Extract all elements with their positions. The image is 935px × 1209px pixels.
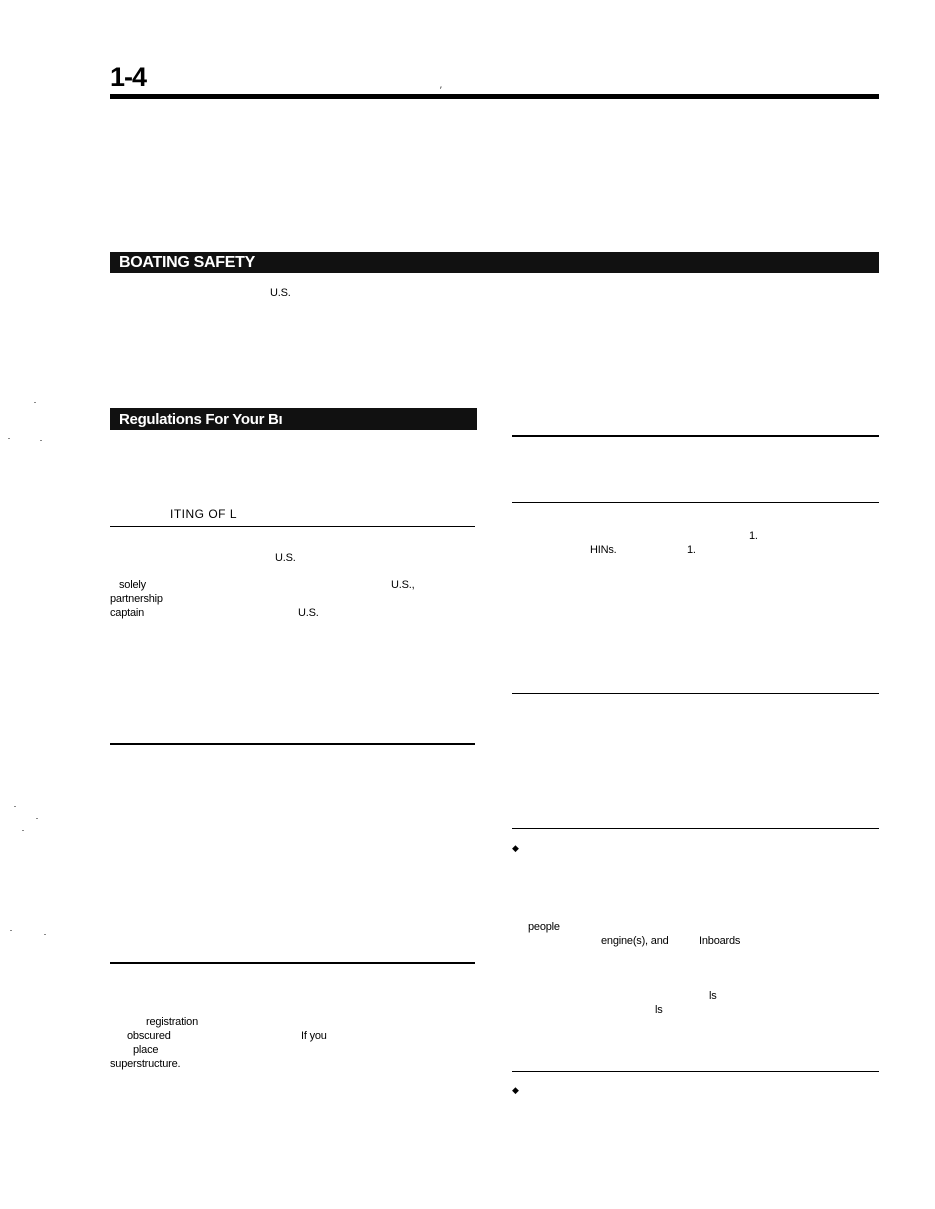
left-rule-1	[110, 526, 475, 527]
number-1b: 1.	[687, 544, 696, 556]
right-rule-5	[512, 1071, 879, 1072]
right-rule-2	[512, 502, 879, 503]
scan-speck	[44, 934, 46, 935]
regulations-title: Regulations For Your Bı	[119, 411, 283, 428]
captain-text: captain	[110, 607, 145, 619]
left-rule-2	[110, 743, 475, 745]
obscured-text: obscured	[127, 1030, 171, 1042]
scan-speck	[22, 830, 24, 831]
scan-speck	[40, 440, 42, 441]
right-rule-1	[512, 435, 879, 437]
superstructure-text: superstructure.	[110, 1058, 181, 1070]
registration-text: registration	[146, 1016, 199, 1028]
partnership-text: partnership	[110, 593, 163, 605]
engines-text: engine(s), and	[601, 935, 669, 947]
boating-safety-title: BOATING SAFETY	[119, 254, 255, 271]
doc-us-text-2: U.S.,	[391, 579, 415, 591]
ls-text-2: ls	[655, 1004, 663, 1016]
inboards-text: Inboards	[699, 935, 741, 947]
doc-us-text-3: U.S.	[298, 607, 319, 619]
ls-text-1: ls	[709, 990, 717, 1002]
header-tick-mark: ′	[440, 85, 442, 95]
scan-speck	[8, 438, 10, 439]
place-text: place	[133, 1044, 159, 1056]
if-you-text: If you	[301, 1030, 327, 1042]
regulations-banner	[110, 408, 477, 430]
right-rule-3	[512, 693, 879, 694]
doc-us-text-1: U.S.	[275, 552, 296, 564]
solely-text: solely	[119, 579, 146, 591]
scan-speck	[14, 806, 16, 807]
right-rule-4	[512, 828, 879, 829]
documenting-heading: ITING OF L	[170, 507, 238, 521]
scan-speck	[36, 818, 38, 819]
header-rule	[110, 94, 879, 99]
hins-text: HINs.	[590, 544, 617, 556]
people-text: people	[528, 921, 560, 933]
diamond-bullet-icon-2: ◆	[512, 1085, 519, 1095]
scan-speck	[10, 930, 12, 931]
intro-us-text: U.S.	[270, 287, 291, 299]
boating-safety-banner	[110, 252, 879, 273]
diamond-bullet-icon: ◆	[512, 843, 519, 853]
number-1a: 1.	[749, 530, 758, 542]
left-rule-3	[110, 962, 475, 964]
page-number: 1-4	[110, 62, 147, 92]
scan-speck	[34, 402, 36, 403]
